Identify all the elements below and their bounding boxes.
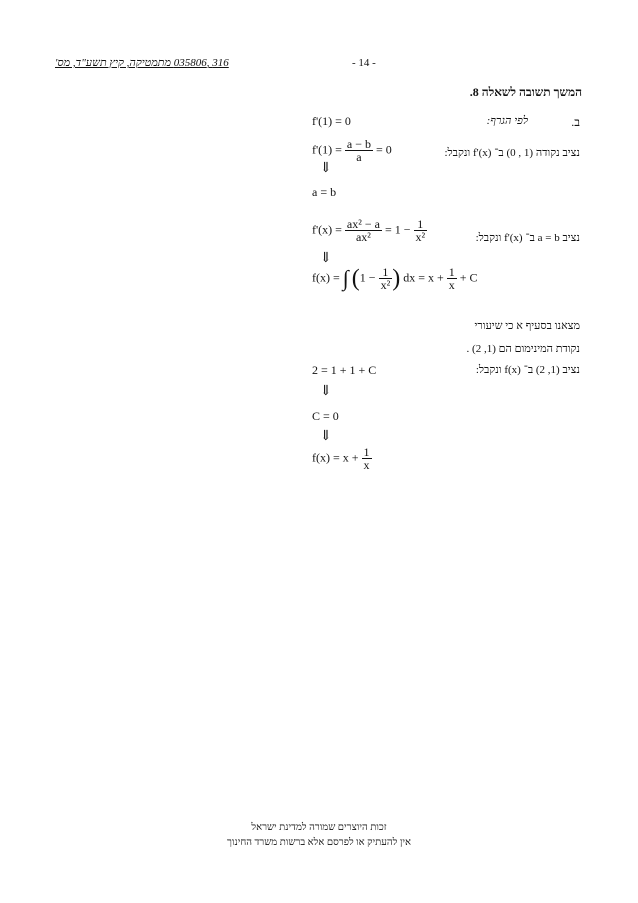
eq2-lhs: f'(1) =: [312, 142, 342, 157]
eq5-lhs: f(x) =: [312, 270, 340, 285]
part-label: ב.: [571, 115, 580, 129]
eq4-fraction: [345, 218, 382, 243]
substitution-text-3: נציב (1, 2) ב־ f(x) ונקבל:: [475, 364, 580, 376]
left-paren: (: [351, 265, 360, 292]
eq5-fraction-2: [447, 266, 457, 291]
integral-sign: ∫: [342, 265, 349, 291]
eq5-denominator-2: x: [448, 278, 455, 292]
eq8-lhs: f(x) = x +: [312, 450, 359, 465]
eq-c-zero: C = 0: [312, 409, 339, 423]
eq8-numerator: 1: [363, 445, 370, 459]
eq4-denominator-2: x²: [415, 230, 426, 244]
footer-copyright: זכות היוצרים שמורה למדינת ישראל: [251, 822, 387, 833]
implies-arrow-3: ⇓: [320, 384, 332, 399]
right-paren: ): [392, 265, 401, 292]
eq2-fraction: [345, 138, 373, 163]
eq4-numerator-2: 1: [414, 218, 428, 231]
minimum-point-text: נקודת המינימום הם (1, 2) .: [466, 343, 580, 355]
eq5-denominator: x²: [380, 278, 391, 292]
eq4-numerator: ax² − a: [346, 217, 380, 231]
eq5-numerator: 1: [379, 266, 393, 279]
eq8-fraction: [362, 446, 372, 471]
eq4-fraction-2: [414, 218, 428, 243]
implies-arrow-1: ⇓: [320, 161, 332, 176]
found-text: מצאנו בסעיף א כי שיעורי: [474, 320, 580, 332]
substitution-text-2: נציב a = b ב־ f'(x) ונקבל:: [475, 232, 580, 244]
eq4-mid: = 1 −: [384, 222, 411, 237]
header-subject: 316 ,035806 מתמטיקה, קיץ תשע"ד, מס': [55, 57, 229, 69]
eq-f-x-integral: [312, 266, 478, 291]
eq2-rhs: = 0: [376, 142, 392, 157]
implies-arrow-2: ⇓: [320, 251, 332, 266]
eq5-inner: 1 −: [359, 270, 376, 285]
eq4-lhs: f'(x) =: [312, 222, 342, 237]
implies-arrow-4: ⇓: [320, 429, 332, 444]
eq-final-f-x: [312, 446, 372, 471]
substitution-text-1: נציב נקודה (1 , 0) ב־ f'(x) ונקבל:: [444, 147, 580, 159]
eq5-rest: dx = x +: [403, 270, 444, 285]
eq4-denominator: ax²: [355, 230, 371, 244]
eq5-tail: + C: [459, 270, 478, 285]
eq-a-equals-b: a = b: [312, 185, 337, 199]
eq2-denominator: a: [356, 150, 362, 164]
section-title: המשך תשובה לשאלה 8.: [469, 85, 582, 99]
eq5-fraction: [379, 266, 393, 291]
eq8-denominator: x: [363, 458, 370, 472]
eq2-numerator: a − b: [346, 137, 372, 151]
graph-text: לפי הגרף:: [486, 115, 528, 127]
eq-f-prime-x: [312, 218, 427, 243]
eq-constant: 2 = 1 + 1 + C: [312, 363, 377, 377]
eq-f-prime-1-zero: f'(1) = 0: [312, 114, 351, 128]
eq5-numerator-2: 1: [448, 265, 455, 279]
footer-notice: אין להעתיק או לפרסם אלא ברשות משרד החינוך: [226, 837, 412, 848]
page-number: - 14 -: [352, 57, 376, 69]
